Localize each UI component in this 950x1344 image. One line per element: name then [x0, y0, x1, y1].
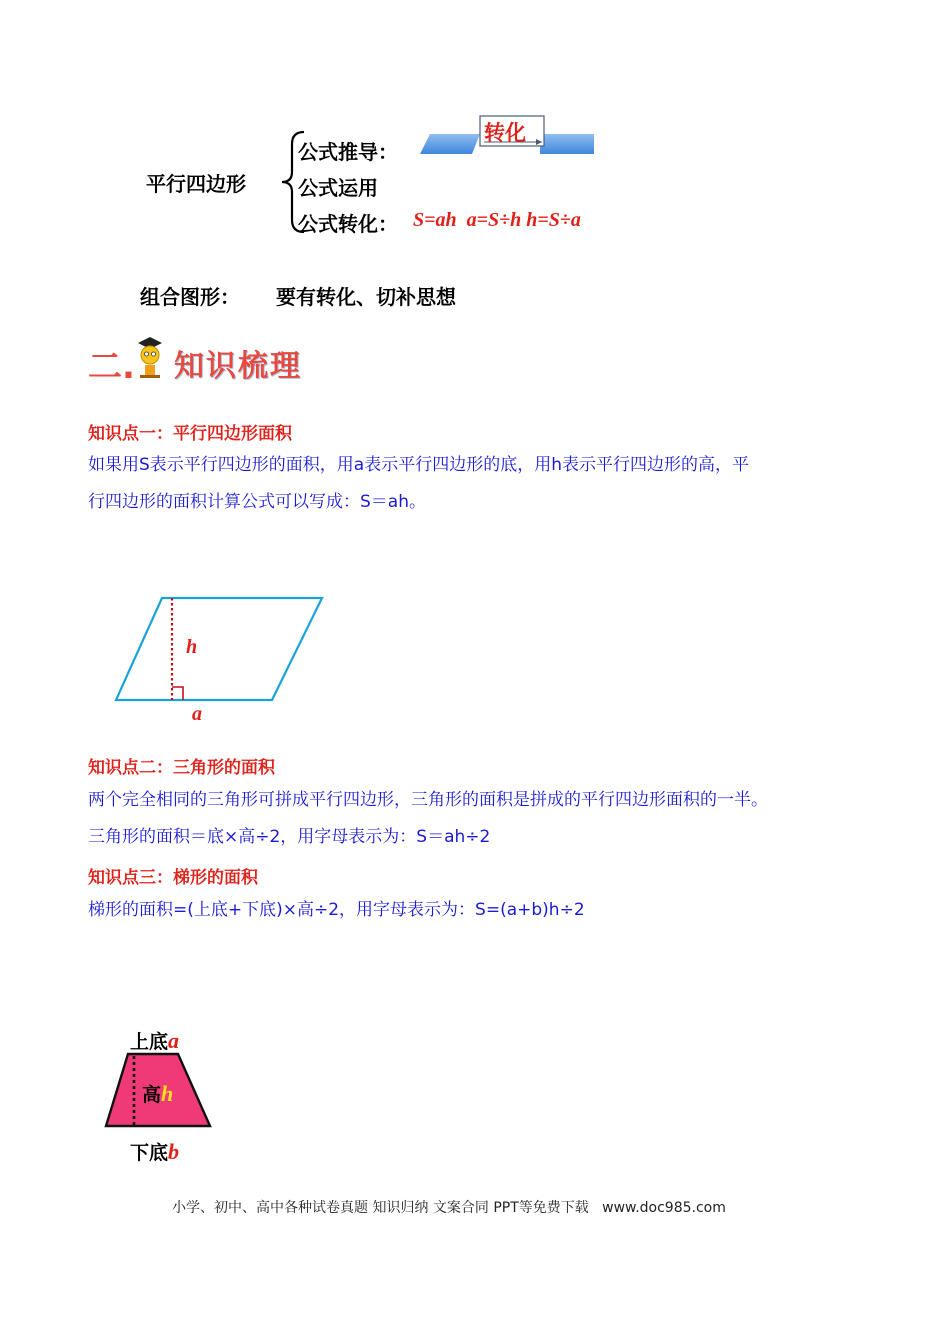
top-base-label: 上底 [130, 1031, 169, 1053]
k2-title: 知识点二：三角形的面积 [88, 758, 275, 778]
parallelogram-figure [110, 590, 330, 710]
outline-item-derivation: 公式推导： [298, 140, 398, 164]
bottom-base-var: b [168, 1139, 180, 1164]
top-base-var: a [168, 1028, 180, 1053]
outline-item-conversion: 公式转化： [298, 212, 398, 236]
combo-label: 组合图形： [140, 285, 240, 309]
k1-line2: 行四边形的面积计算公式可以写成：S＝ah。 [88, 492, 426, 512]
trapezoid-top [130, 1027, 179, 1054]
bottom-base-label: 下底 [130, 1142, 169, 1164]
k2-line1: 两个完全相同的三角形可拼成平行四边形，三角形的面积是拼成的平行四边形面积的一半。 [88, 790, 768, 810]
combo-text: 要有转化、切补思想 [276, 285, 456, 309]
parallelogram-a-label: a [192, 703, 202, 725]
section-heading [88, 335, 328, 387]
height-var: h [161, 1081, 174, 1106]
outline-item-application: 公式运用 [298, 176, 378, 200]
parallelogram-shape [420, 134, 480, 154]
page-footer: 小学、初中、高中各种试卷真题 知识归纳 文案合同 PPT等免费下载 www.doc985.com [172, 1200, 726, 1216]
conversion-formulas: S=ah a=S÷h h=S÷a [413, 209, 581, 231]
k3-title: 知识点三：梯形的面积 [88, 868, 258, 888]
parallelogram-h-label: h [186, 636, 198, 658]
k1-title: 知识点一：平行四边形面积 [88, 424, 292, 444]
k1-line1: 如果用S表示平行四边形的面积，用a表示平行四边形的底，用h表示平行四边形的高，平 [88, 455, 749, 475]
outline-topic: 平行四边形 [146, 172, 246, 196]
trapezoid-bottom [130, 1138, 179, 1165]
rectangle-shape [540, 134, 594, 154]
trapezoid-mid [142, 1080, 173, 1107]
scholar-mascot-icon [134, 335, 166, 379]
k2-line2: 三角形的面积＝底×高÷2，用字母表示为：S＝ah÷2 [88, 827, 491, 847]
k3-line1: 梯形的面积=(上底+下底)×高÷2，用字母表示为：S=(a+b)h÷2 [88, 900, 585, 920]
parallelogram-outline [116, 598, 322, 700]
right-angle-mark [172, 687, 183, 700]
height-label: 高 [142, 1084, 162, 1106]
section-title: 知识梳理 [174, 349, 302, 384]
section-number: 二. [88, 347, 135, 387]
convert-box-label: 转化 [484, 121, 526, 145]
